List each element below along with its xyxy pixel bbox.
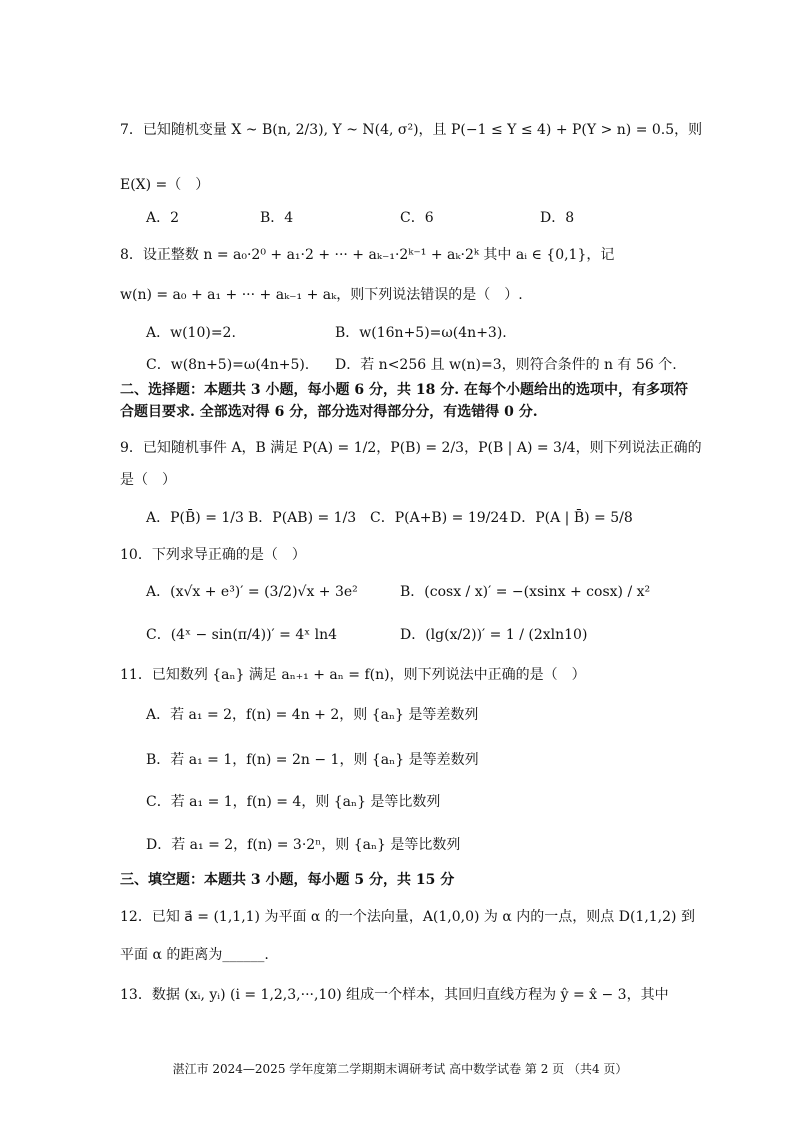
q7-option-b: B．4 (260, 210, 294, 226)
q11-option-d: D．若 a₁ = 2，f(n) = 3·2ⁿ，则 {aₙ} 是等比数列 (146, 837, 461, 853)
q9-option-d: D．P(A | B̄) = 5/8 (510, 510, 633, 526)
q11-option-a: A．若 a₁ = 2，f(n) = 4n + 2，则 {aₙ} 是等差数列 (146, 707, 479, 723)
q11-stem: 11．已知数列 {aₙ} 满足 aₙ₊₁ + aₙ = f(n)，则下列说法中正确的是（ ） (120, 667, 586, 683)
q13-stem: 13．数据 (xᵢ, yᵢ) (i = 1,2,3,···,10) 组成一个样本，其回归直线方程为 ŷ = x̂ − 3，其中 (120, 987, 669, 1003)
q10-option-b: B．(cosx / x)′ = −(xsinx + cosx) / x² (400, 584, 651, 600)
q9-option-b: B．P(AB) = 1/3 (248, 510, 357, 526)
q8-option-a: A．w(10)=2. (146, 325, 236, 341)
q9-stem: 9．已知随机事件 A，B 满足 P(A) = 1/2，P(B) = 2/3，P(B | A) = 3/4，则下列说法正确的 (120, 440, 702, 456)
q9-stem-continued: 是（ ） (120, 472, 176, 488)
q11-option-b: B．若 a₁ = 1，f(n) = 2n − 1，则 {aₙ} 是等差数列 (146, 752, 479, 768)
q10-stem: 10．下列求导正确的是（ ） (120, 547, 306, 563)
q10-option-d: D．(lg(x/2))′ = 1 / (2xln10) (400, 627, 588, 643)
q11-option-c: C．若 a₁ = 1，f(n) = 4，则 {aₙ} 是等比数列 (146, 794, 441, 810)
q9-option-c: C．P(A+B) = 19/24 (370, 510, 509, 526)
section3-heading: 三、填空题：本题共 3 小题，每小题 5 分，共 15 分 (120, 872, 455, 888)
q8-option-d: D．若 n<256 且 w(n)=3，则符合条件的 n 有 56 个. (335, 357, 677, 373)
q8-option-b: B．w(16n+5)=ω(4n+3). (335, 325, 507, 341)
q9-option-a: A．P(B̄) = 1/3 (146, 510, 244, 526)
section2-heading: 二、选择题：本题共 3 小题，每小题 6 分，共 18 分. 在每个小题给出的选项中，有多项符 (120, 382, 688, 398)
q10-option-a: A．(x√x + e³)′ = (3/2)√x + 3e² (146, 584, 358, 600)
q10-option-c: C．(4ˣ − sin(π/4))′ = 4ˣ ln4 (146, 627, 338, 643)
q8-stem: 8．设正整数 n = a₀·2⁰ + a₁·2 + ··· + aₖ₋₁·2ᵏ⁻¹ + aₖ·2ᵏ 其中 aᵢ ∈ {0,1}，记 (120, 247, 615, 263)
q7-option-a: A．2 (146, 210, 180, 226)
q8-option-c: C．w(8n+5)=ω(4n+5). (146, 357, 310, 373)
q7-option-c: C．6 (400, 210, 434, 226)
q8-stem-continued: w(n) = a₀ + a₁ + ··· + aₖ₋₁ + aₖ，则下列说法错误的是（ ）. (120, 287, 523, 303)
q7-stem-continued: E(X) =（ ） (120, 177, 210, 193)
q7-stem: 7．已知随机变量 X ~ B(n, 2/3), Y ~ N(4, σ²)，且 P(−1 ≤ Y ≤ 4) + P(Y > n) = 0.5，则 (120, 122, 703, 138)
q7-option-d: D．8 (540, 210, 575, 226)
section2-heading-continued: 合题目要求. 全部选对得 6 分，部分选对得部分分，有选错得 0 分. (120, 404, 538, 420)
q12-stem: 12．已知 a⃗ = (1,1,1) 为平面 α 的一个法向量，A(1,0,0) 为 α 内的一点，则点 D(1,1,2) 到 (120, 909, 695, 925)
page-footer: 湛江市 2024—2025 学年度第二学期期末调研考试 高中数学试卷 第 2 页 （共4 页） (172, 1062, 628, 1076)
q12-stem-continued: 平面 α 的距离为______. (120, 947, 269, 963)
